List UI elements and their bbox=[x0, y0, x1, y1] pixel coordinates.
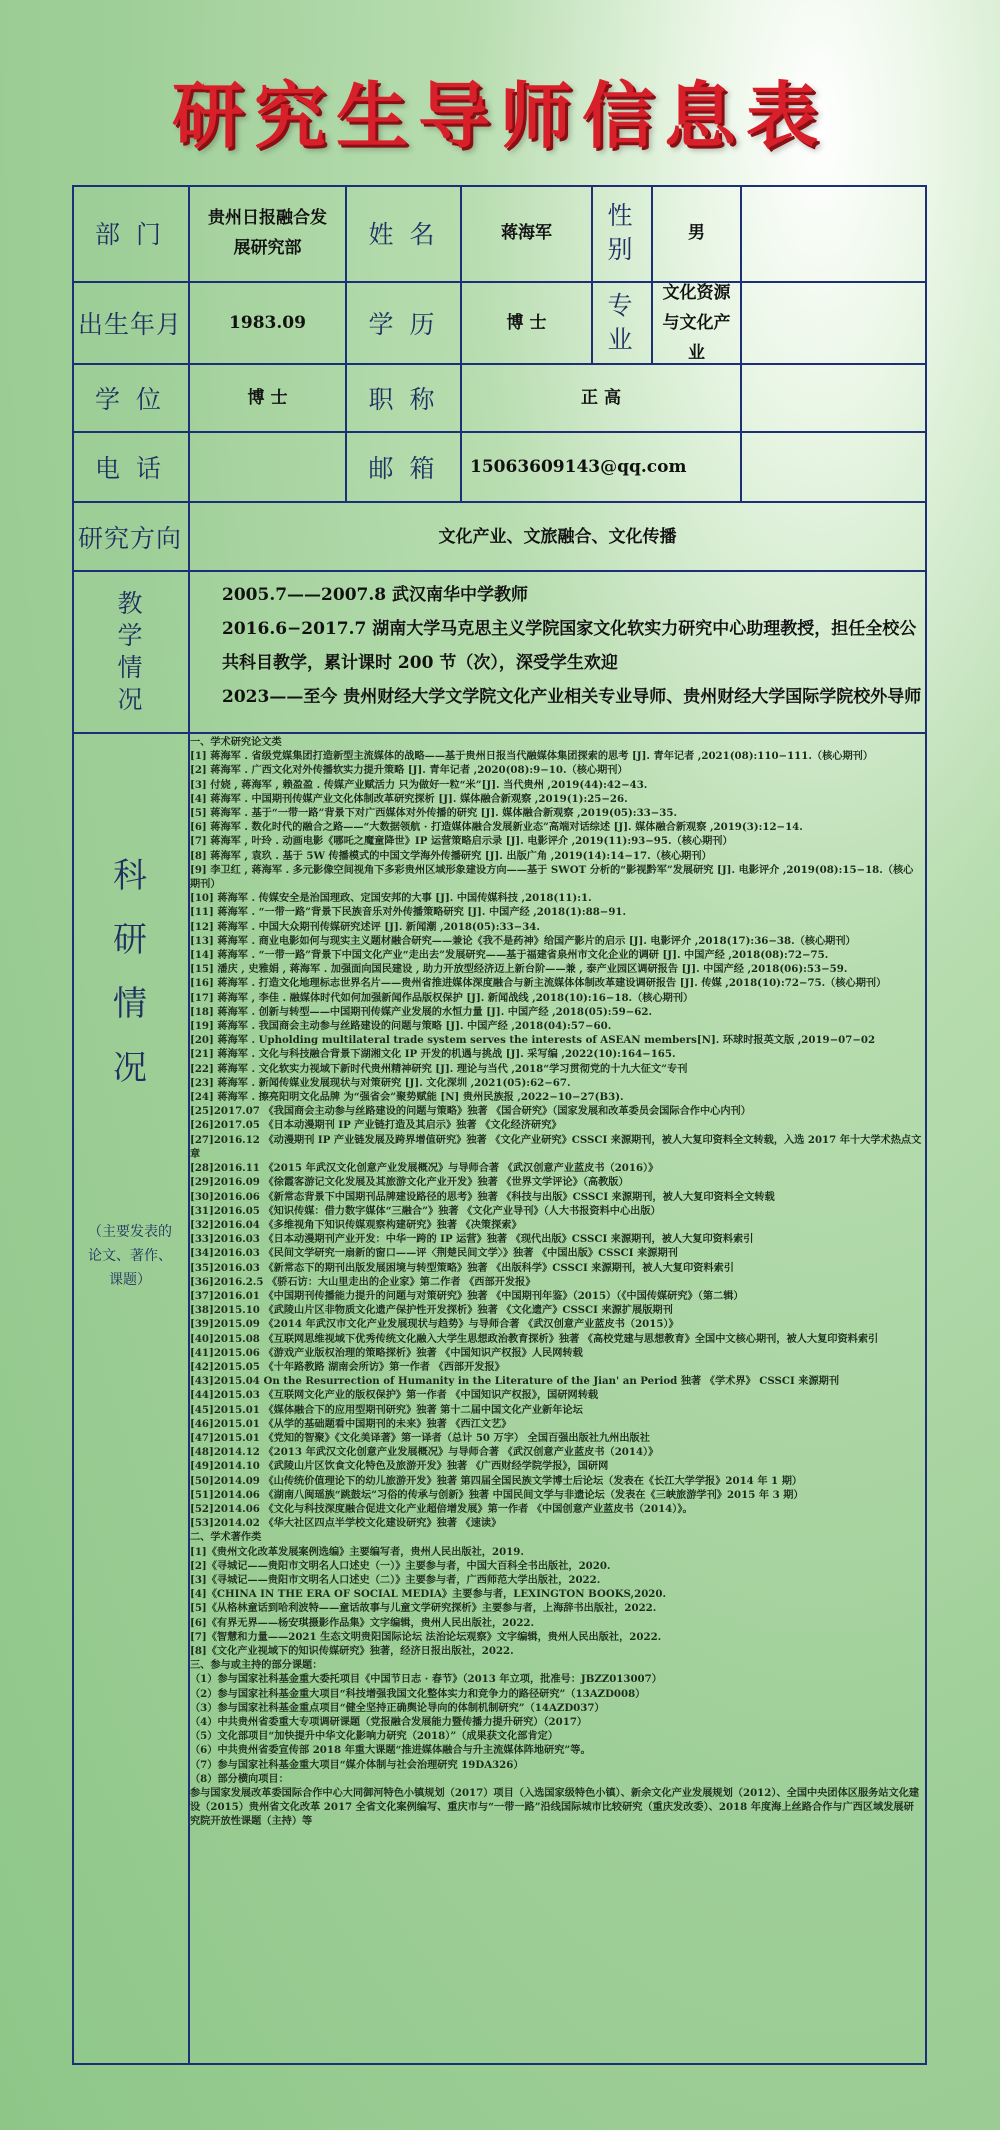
research-item: [42]2015.05 《十年路教路 湖南会所访》第一作者 《西部开发报》 bbox=[190, 1360, 505, 1373]
research-item: [43]2015.04 On the Resurrection of Humanity in the Literature of the Jian' an Period 独著 《学术界》 CSSCI 来源期刊 bbox=[190, 1375, 840, 1388]
research-item: [45]2015.01 《媒体融合下的应用型期刊研究》独著 第十二届中国文化产业新年论坛 bbox=[190, 1403, 583, 1416]
research-item: 二、学术著作类 bbox=[190, 1531, 262, 1544]
major-label: 专业 bbox=[607, 291, 637, 354]
gender-value: 男 bbox=[688, 223, 705, 243]
research-item: （1）参与国家社科基金重大委托项目《中国节日志 · 春节》（2013 年立项，批准号：JBZZ013007） bbox=[190, 1673, 662, 1686]
research-item: [41]2015.06 《游戏产业版权治理的策略探析》独著 《中国知识产权报》人民网转载 bbox=[190, 1346, 583, 1359]
research-item: 参与国家发展改革委国际合作中心大同御河特色小镇规划（2017）项目（入选国家级特色小镇）、新余文化产业发展规划（2012）、全国中央团体区服务站文化建设（2015）贵州省文化改革 2017 全省文化案例编写、重庆市与“一带一路”沿线国际城市比较研究（重庆发改委）、2018 年度海上丝路合作与广西区域发展研究院开放性课题（主持）等 bbox=[190, 1787, 920, 1828]
gender-label: 性别 bbox=[607, 201, 637, 264]
research-item: [44]2015.03 《互联网文化产业的版权保护》第一作者 《中国知识产权报》，国研网转载 bbox=[190, 1389, 599, 1402]
research-item: [31]2016.05 《知识传媒：借力数字媒体“三融合”》独著 《文化产业导刊》（人大书报资料中心出版） bbox=[190, 1204, 661, 1217]
research-item: [53]2014.02 《华大社区四点半学校文化建设研究》独著 《速读》 bbox=[190, 1517, 502, 1530]
research-note: （主要发表的论文、著作、课题） bbox=[88, 1224, 172, 1288]
research-item: [16] 蒋海军 . 打造文化地理标志世界名片——贵州省推进媒体深度融合与新主流媒体体制改革建设调研报告 [J]. 传媒 ,2018(10):72−75.（核心期刊） bbox=[190, 977, 887, 990]
research-item: [39]2015.09 《2014 年武汉市文化产业发展现状与趋势》与导师合著 《武汉创意产业蓝皮书（2015）》 bbox=[190, 1318, 679, 1331]
frame-right bbox=[925, 185, 927, 2065]
research-item: （3）参与国家社科基金重点项目“健全坚持正确舆论导向的体制机制研究”（14AZD037） bbox=[190, 1701, 605, 1714]
email-value: 15063609143@qq.com bbox=[470, 457, 687, 477]
teaching-content bbox=[222, 578, 922, 714]
research-item: [17] 蒋海军 , 李佳 . 融媒体时代如何加强新闻作品版权保护 [J]. 新闻战线 ,2018(10):16−18.（核心期刊） bbox=[190, 991, 694, 1004]
name-value: 蒋海军 bbox=[501, 223, 552, 243]
research-item: 一、学术研究论文类 bbox=[190, 736, 282, 748]
direction-label: 研究方向 bbox=[77, 523, 182, 553]
research-item: [24] 蒋海军 . 擦亮阳明文化品牌 为“强省会”聚势赋能 [N] 贵州民族报 ,2022−10−27(B3). bbox=[190, 1091, 624, 1104]
research-item: [1]《贵州文化改革发展案例选编》主要编写者，贵州人民出版社，2019. bbox=[190, 1545, 524, 1558]
phone-value bbox=[190, 433, 345, 501]
research-item: [46]2015.01 《从学的基础题看中国期刊的未来》独著 《西江文艺》 bbox=[190, 1417, 512, 1430]
research-item: [15] 潘庆 , 史雅娟 , 蒋海军 . 加强面向国民建设 , 助力开放型经济迈上新台阶——兼 , 泰产业园区调研报告 [J]. 中国产经 ,2018(06):53−59. bbox=[190, 963, 848, 976]
research-item: [8] 蒋海军 , 袁玖 . 基于 5W 传播模式的中国文学海外传播研究 [J]. 出版广角 ,2019(14):14−17.（核心期刊） bbox=[190, 849, 712, 862]
research-item: [6]《有界无界——杨安琪摄影作品集》文字编辑，贵州人民出版社，2022. bbox=[190, 1616, 535, 1629]
page-title: 研究生导师信息表 bbox=[171, 73, 828, 158]
research-item: [49]2014.10 《武陵山片区饮食文化特色及旅游开发》独著 《广西财经学院学报》，国研网 bbox=[190, 1460, 609, 1473]
research-item: [14] 蒋海军 . “一带一路”背景下中国文化产业“走出去”发展研究——基于福建省泉州市文化企业的调研 [J]. 中国产经 ,2018(08):72−75. bbox=[190, 949, 829, 962]
birth-label: 出生年月 bbox=[77, 310, 182, 339]
edu-value: 博 士 bbox=[506, 313, 547, 333]
research-item: [21] 蒋海军 . 文化与科技融合背景下湖湘文化 IP 开发的机遇与挑战 [J]. 采写编 ,2022(10):164−165. bbox=[190, 1048, 676, 1061]
rank-label: 职 称 bbox=[368, 385, 439, 414]
research-item: [26]2017.05 《日本动漫期刊 IP 产业链打造及其启示》独著 《文化经济研究》 bbox=[190, 1119, 562, 1132]
research-item: [1] 蒋海军 . 省级党媒集团打造新型主流媒体的战略——基于贵州日报当代融媒体集团探索的思考 [J]. 青年记者 ,2021(08):110−111.（核心期刊） bbox=[190, 750, 874, 763]
research-item: （2）参与国家社科基金重大项目“科技增强我国文化整体实力和竞争力的路径研究”（13AZD008） bbox=[190, 1687, 646, 1700]
research-item: [38]2015.10 《武陵山片区非物质文化遗产保护性开发探析》独著 《文化遗产》CSSCI 来源扩展版期刊 bbox=[190, 1304, 673, 1317]
research-item: [23] 蒋海军 . 新闻传媒业发展现状与对策研究 [J]. 文化深圳 ,2021(05):62−67. bbox=[190, 1076, 571, 1089]
research-label: 科 研 情 况 （主要发表的论文、著作、课题） bbox=[72, 734, 188, 2063]
research-item: [33]2016.03 《日本动漫期刊产业开发：中华一跨的 IP 运营》独著 《现代出版》CSSCI 来源期刊，被人大复印资料索引 bbox=[190, 1233, 754, 1246]
research-item: [32]2016.04 《多维视角下知识传媒观察构建研究》独著 《决策探索》 bbox=[190, 1218, 522, 1231]
research-item: [22] 蒋海军 . 文化软实力视域下新时代贵州精神研究 [J]. 理论与当代 ,2018“学习贯彻党的十九大征文”专刊 bbox=[190, 1062, 688, 1075]
frame-bottom bbox=[72, 2063, 927, 2065]
research-item: [8]《文化产业视域下的知识传媒研究》独著，经济日报出版社，2022. bbox=[190, 1645, 514, 1657]
research-item: （5）文化部项目“加快提升中华文化影响力研究（2018）”（成果获文化部肯定） bbox=[190, 1730, 559, 1743]
teaching-item: 2016.6−2017.7 湖南大学马克思主义学院国家文化软实力研究中心助理教授，担任全校公共科目教学，累计课时 200 节（次），深受学生欢迎 bbox=[222, 619, 917, 673]
phone-label: 电 话 bbox=[95, 454, 165, 483]
dept-value: 贵州日报融合发展研究部 bbox=[208, 208, 327, 258]
direction-value: 文化产业、文旅融合、文化传播 bbox=[438, 526, 677, 547]
research-item: [35]2016.03 《新常态下的期刊出版发展困境与转型策略》独著 《出版科学》CSSCI 来源期刊，被人大复印资料索引 bbox=[190, 1261, 734, 1274]
research-item: [48]2014.12 《2013 年武汉文化创意产业发展概况》与导师合著 《武汉创意产业蓝皮书（2014）》 bbox=[190, 1446, 659, 1459]
research-item: [7]《智慧和力量——2021 生态文明贵阳国际论坛 法治论坛观察》文字编辑，贵州人民出版社，2022. bbox=[190, 1630, 662, 1643]
edu-label: 学 历 bbox=[368, 310, 439, 339]
research-item: [6] 蒋海军 . 数化时代的融合之路——“大数据领航 · 打造媒体融合发展新业态”高端对话综述 [J]. 媒体融合新观察 ,2019(3):12−14. bbox=[190, 821, 803, 834]
research-item: [27]2016.12 《动漫期刊 IP 产业链发展及跨界增值研究》独著 《文化产业研究》CSSCI 来源期刊，被人大复印资料全文转载，入选 2017 年十大学术热点文章 bbox=[190, 1133, 922, 1160]
research-item: [3] 付娆 , 蒋海军 , 赖盈盈 . 传媒产业赋活力 只为做好一粒“米”[J]. 当代贵州 ,2019(44):42−43. bbox=[190, 778, 648, 791]
research-item: [7] 蒋海军 , 叶玲 . 动画电影《哪吒之魔童降世》IP 运营策略启示录 [J]. 电影评介 ,2019(11):93−95.（核心期刊） bbox=[190, 835, 733, 848]
degree-label: 学 位 bbox=[95, 385, 165, 414]
research-item: （6）中共贵州省委宣传部 2018 年重大课题“推进媒体融合与升主流媒体阵地研究”等。 bbox=[190, 1744, 591, 1757]
research-item: [10] 蒋海军 . 传媒安全是治国理政、定国安邦的大事 [J]. 中国传媒科技 ,2018(11):1. bbox=[190, 892, 592, 905]
name-label: 姓 名 bbox=[368, 220, 439, 249]
major-value: 文化资源与文化产业 bbox=[662, 283, 731, 363]
info-form bbox=[72, 185, 927, 2065]
research-item: [2]《寻城记——贵阳市文明名人口述史（一）》主要参与者，中国大百科全书出版社，2020. bbox=[190, 1559, 611, 1572]
dept-label: 部 门 bbox=[95, 220, 165, 249]
research-item: [28]2016.11 《2015 年武汉文化创意产业发展概况》与导师合著 《武汉创意产业蓝皮书（2016）》 bbox=[190, 1162, 659, 1175]
research-item: [52]2014.06 《文化与科技深度融合促进文化产业超倍增发展》第一作者 《中国创意产业蓝皮书（2014）》。 bbox=[190, 1502, 693, 1515]
research-item: （4）中共贵州省委重大专项调研课题（党报融合发展能力暨传播力提升研究）（2017） bbox=[190, 1716, 588, 1729]
teaching-label: 教 学 情 况 bbox=[117, 589, 143, 714]
research-item: [9] 李卫红 , 蒋海军 . 多元影像空间视角下多彩贵州区域形象建设方向——基于 SWOT 分析的“影视黔军”发展研究 [J]. 电影评介 ,2019(08):15−18.（核心期刊） bbox=[190, 863, 914, 891]
research-item: [13] 蒋海军 . 商业电影如何与现实主义题材融合研究——兼论《我不是药神》给国产影片的启示 [J]. 电影评介 ,2018(17):36−38.（核心期刊） bbox=[190, 934, 856, 947]
research-item: [3]《寻城记——贵阳市文明名人口述史（二）》主要参与者，广西师范大学出版社，2022. bbox=[190, 1573, 601, 1586]
research-item: [25]2017.07 《我国商会主动参与丝路建设的问题与策略》独著 《国合研究》（国家发展和改革委员会国际合作中心内刊） bbox=[190, 1105, 751, 1118]
degree-value: 博 士 bbox=[247, 388, 288, 408]
research-item: [18] 蒋海军 . 创新与转型——中国期刊传媒产业发展的水恒力量 [J]. 中国产经 ,2018(05):59−62. bbox=[190, 1005, 653, 1018]
research-content bbox=[190, 735, 922, 2047]
research-item: [36]2016.2.5 《骄石访：大山里走出的企业家》第二作者 《西部开发报》 bbox=[190, 1275, 536, 1288]
research-item: （7）参与国家社科基金重大项目“媒介体制与社会治理研究 19DA326） bbox=[190, 1758, 524, 1771]
research-item: [11] 蒋海军 . “一带一路”背景下民族音乐对外传播策略研究 [J]. 中国产经 ,2018(1):88−91. bbox=[190, 906, 627, 919]
research-item: [4]《CHINA IN THE ERA OF SOCIAL MEDIA》主要参与者，LEXINGTON BOOKS,2020. bbox=[190, 1588, 667, 1601]
research-item: [19] 蒋海军 . 我国商会主动参与丝路建设的问题与策略 [J]. 中国产经 ,2018(04):57−60. bbox=[190, 1020, 612, 1033]
email-label: 邮 箱 bbox=[368, 454, 439, 483]
teaching-item: 2005.7——2007.8 武汉南华中学教师 bbox=[222, 585, 529, 605]
research-item: [34]2016.03 《民间文学研究一扇新的窗口——评〈荆楚民间文学〉》独著 《中国出版》CSSCI 来源期刊 bbox=[190, 1247, 678, 1260]
research-item: [2] 蒋海军 . 广西文化对外传播软实力提升策略 [J]. 青年记者 ,2020(08):9−10.（核心期刊） bbox=[190, 764, 628, 777]
research-item: [12] 蒋海军 . 中国大众期刊传媒研究述评 [J]. 新闻潮 ,2018(05):33−34. bbox=[190, 920, 540, 933]
research-item: [47]2015.01 《党知的智聚》《文化美译著》第一译者（总计 50 万字） 全国百强出版社九州出版社 bbox=[190, 1431, 650, 1444]
research-item: [20] 蒋海军 . Upholding multilateral trade system serves the interests of ASEAN members[N]. 环球时报英文版 ,2019−07−02 bbox=[190, 1034, 876, 1047]
research-item: 三、参与或主持的部分课题： bbox=[190, 1659, 323, 1672]
research-item: [51]2014.06 《湖南八闽瑶族“跳鼓坛”习俗的传承与创新》独著 中国民间文学与非遗论坛（发表在《三峡旅游学刊》2015 年 3 期） bbox=[190, 1488, 804, 1501]
research-item: [37]2016.01 《中国期刊传播能力提升的问题与对策研究》独著 《中国期刊年鉴》（2015）（《中国传媒研究》（第二辑） bbox=[190, 1289, 744, 1302]
research-item: [40]2015.08 《互联网思维视域下优秀传统文化融入大学生思想政治教育探析》独著 《高校党建与思想教育》全国中文核心期刊，被人大复印资料索引 bbox=[190, 1332, 879, 1345]
research-item: [4] 蒋海军 . 中国期刊传媒产业文化体制改革研究探析 [J]. 媒体融合新观察 ,2019(1):25−26. bbox=[190, 792, 628, 805]
research-item: [29]2016.09 《徐霞客游记文化发展及其旅游文化产业开发》独著 《世界文学评论》（高教版） bbox=[190, 1176, 629, 1189]
research-item: [50]2014.09 《山传统价值理论下的幼儿旅游开发》独著 第四届全国民族文学博士后论坛（发表在《长江大学学报》2014 年 1 期） bbox=[190, 1474, 803, 1487]
teaching-item: 2023——至今 贵州财经大学文学院文化产业相关专业导师、贵州财经大学国际学院校外导师 bbox=[222, 687, 922, 707]
birth-value: 1983.09 bbox=[229, 313, 306, 333]
research-item: （8）部分横向项目： bbox=[190, 1772, 289, 1785]
research-item: [5] 蒋海军 . 基于“一带一路”背景下对广西媒体对外传播的研究 [J]. 媒体融合新观察 ,2019(05):33−35. bbox=[190, 807, 678, 820]
research-item: [30]2016.06 《新常态背景下中国期刊品牌建设路径的思考》独著 《科技与出版》CSSCI 来源期刊，被人大复印资料全文转载 bbox=[190, 1190, 775, 1203]
research-item: [5]《从格林童话到哈利波特——童话故事与儿童文学研究探析》主要参与者，上海辞书出版社，2022. bbox=[190, 1602, 657, 1615]
rank-value: 正 高 bbox=[581, 388, 621, 408]
